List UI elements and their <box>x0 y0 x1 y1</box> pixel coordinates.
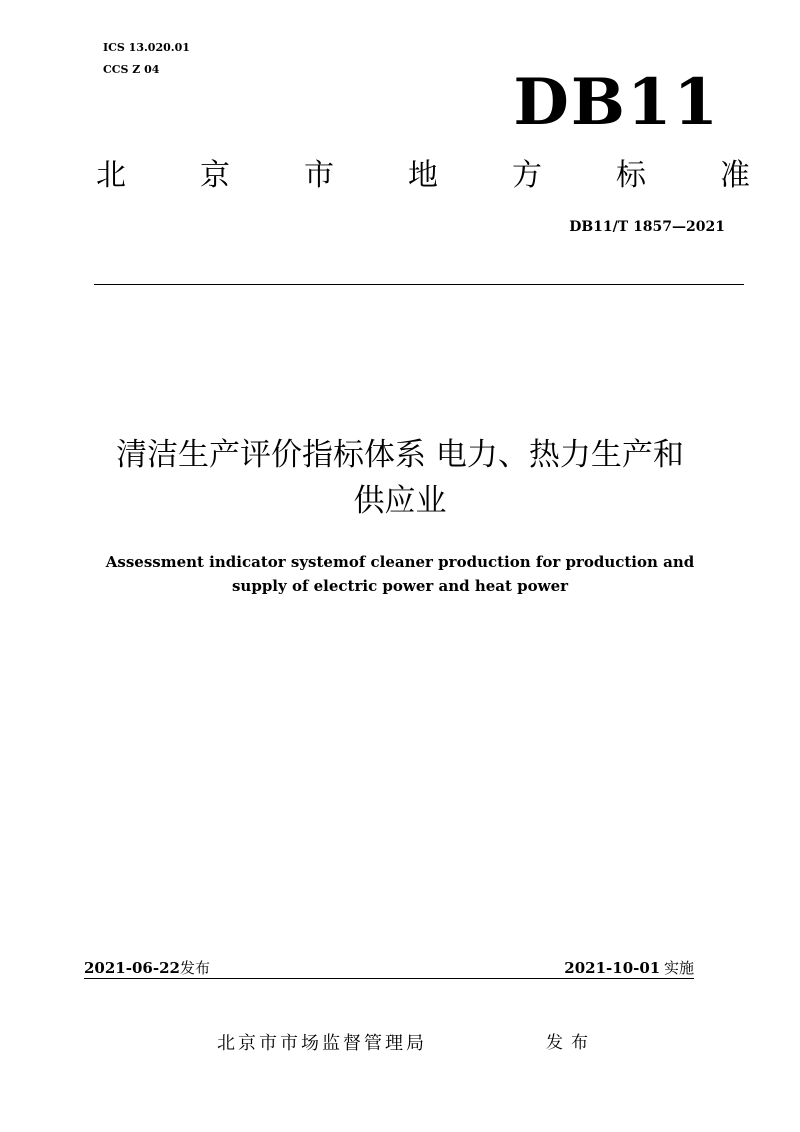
standard-type-char: 北 <box>96 158 126 193</box>
issuing-authority: 北京市市场监督管理局 <box>217 1033 427 1054</box>
implement-label: 实施 <box>663 959 694 977</box>
issue-date: 2021-06-22 <box>84 959 180 977</box>
standard-type-heading <box>96 156 750 196</box>
title-chinese <box>40 432 760 524</box>
implement-date-block <box>564 958 694 979</box>
title-chinese-line1: 清洁生产评价指标体系 电力、热力生产和 <box>116 437 684 473</box>
dates-row <box>84 958 694 978</box>
standard-type-char: 准 <box>720 158 750 193</box>
title-chinese-line2: 供应业 <box>353 483 447 519</box>
title-english <box>60 550 740 598</box>
implement-date: 2021-10-01 <box>564 959 661 977</box>
title-english-line2: supply of electric power and heat power <box>231 577 569 595</box>
standard-type-char: 标 <box>616 158 646 193</box>
db11-logo: DB11 <box>513 65 720 140</box>
ics-code: ICS 13.020.01 <box>103 41 190 54</box>
standard-type-char: 地 <box>408 158 438 193</box>
standard-type-char: 方 <box>512 158 542 193</box>
title-english-line1: Assessment indicator systemof cleaner production for production and <box>105 553 695 571</box>
issue-date-block <box>84 958 210 979</box>
publish-word: 发布 <box>546 1033 596 1053</box>
ccs-code: CCS Z 04 <box>103 63 160 76</box>
dates-divider <box>84 978 694 979</box>
issue-label: 发布 <box>179 959 210 977</box>
header-divider <box>94 284 744 285</box>
standard-type-char: 市 <box>304 158 334 193</box>
standard-type-char: 京 <box>200 158 230 193</box>
standard-number: DB11/T 1857—2021 <box>569 219 725 235</box>
